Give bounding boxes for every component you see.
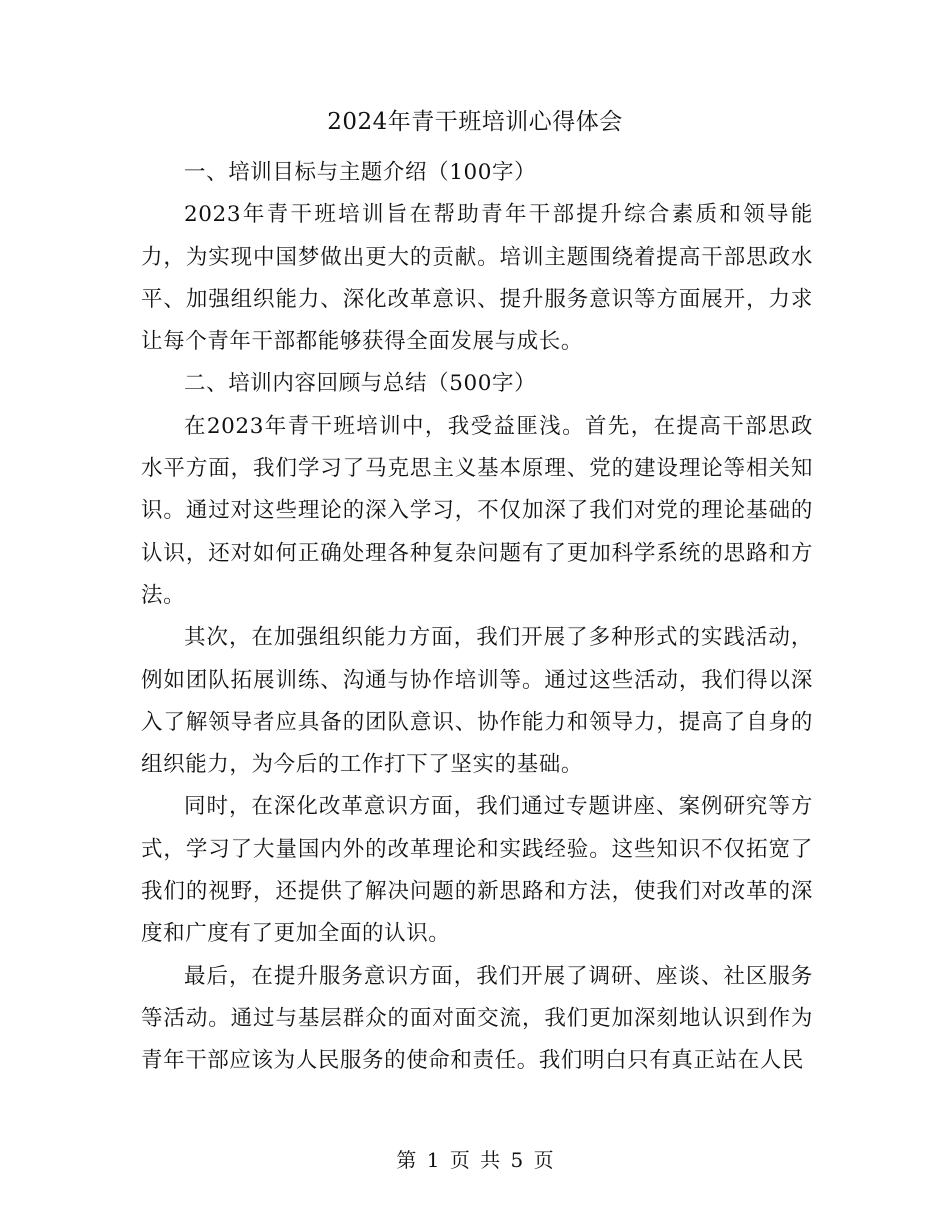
paragraph-review-1: 在2023年青干班培训中，我受益匪浅。首先，在提高干部思政水平方面，我们学习了马克思主义基本原理、党的建设理论等相关知识。通过对这些理论的深入学习，不仅加深了我们对党的理论基础的认识，还对如何正确处理各种复杂问题有了更加科学系统的思路和方法。	[141, 413, 813, 608]
section-heading-2: 二、培训内容回顾与总结（500字）	[184, 371, 537, 397]
document-body	[141, 152, 813, 1083]
paragraph-review-2: 其次，在加强组织能力方面，我们开展了多种形式的实践活动，例如团队拓展训练、沟通与协作培训等。通过这些活动，我们得以深入了解领导者应具备的团队意识、协作能力和领导力，提高了自身的组织能力，为今后的工作打下了坚实的基础。	[141, 625, 813, 778]
paragraph-review-3: 同时，在深化改革意识方面，我们通过专题讲座、案例研究等方式，学习了大量国内外的改革理论和实践经验。这些知识不仅拓宽了我们的视野，还提供了解决问题的新思路和方法，使我们对改革的深度和广度有了更加全面的认识。	[141, 794, 813, 947]
page-title: 2024年青干班培训心得体会	[327, 109, 623, 135]
paragraph-intro: 2023年青干班培训旨在帮助青年干部提升综合素质和领导能力，为实现中国梦做出更大的贡献。培训主题围绕着提高干部思政水平、加强组织能力、深化改革意识、提升服务意识等方面展开，力求让每个青年干部都能够获得全面发展与成长。	[141, 202, 813, 355]
page-footer: 第 1 页 共 5 页	[396, 1148, 554, 1172]
paragraph-review-4: 最后，在提升服务意识方面，我们开展了调研、座谈、社区服务等活动。通过与基层群众的面对面交流，我们更加深刻地认识到作为青年干部应该为人民服务的使命和责任。我们明白只有真正站在人民	[141, 963, 813, 1074]
section-heading-1: 一、培训目标与主题介绍（100字）	[184, 160, 537, 185]
